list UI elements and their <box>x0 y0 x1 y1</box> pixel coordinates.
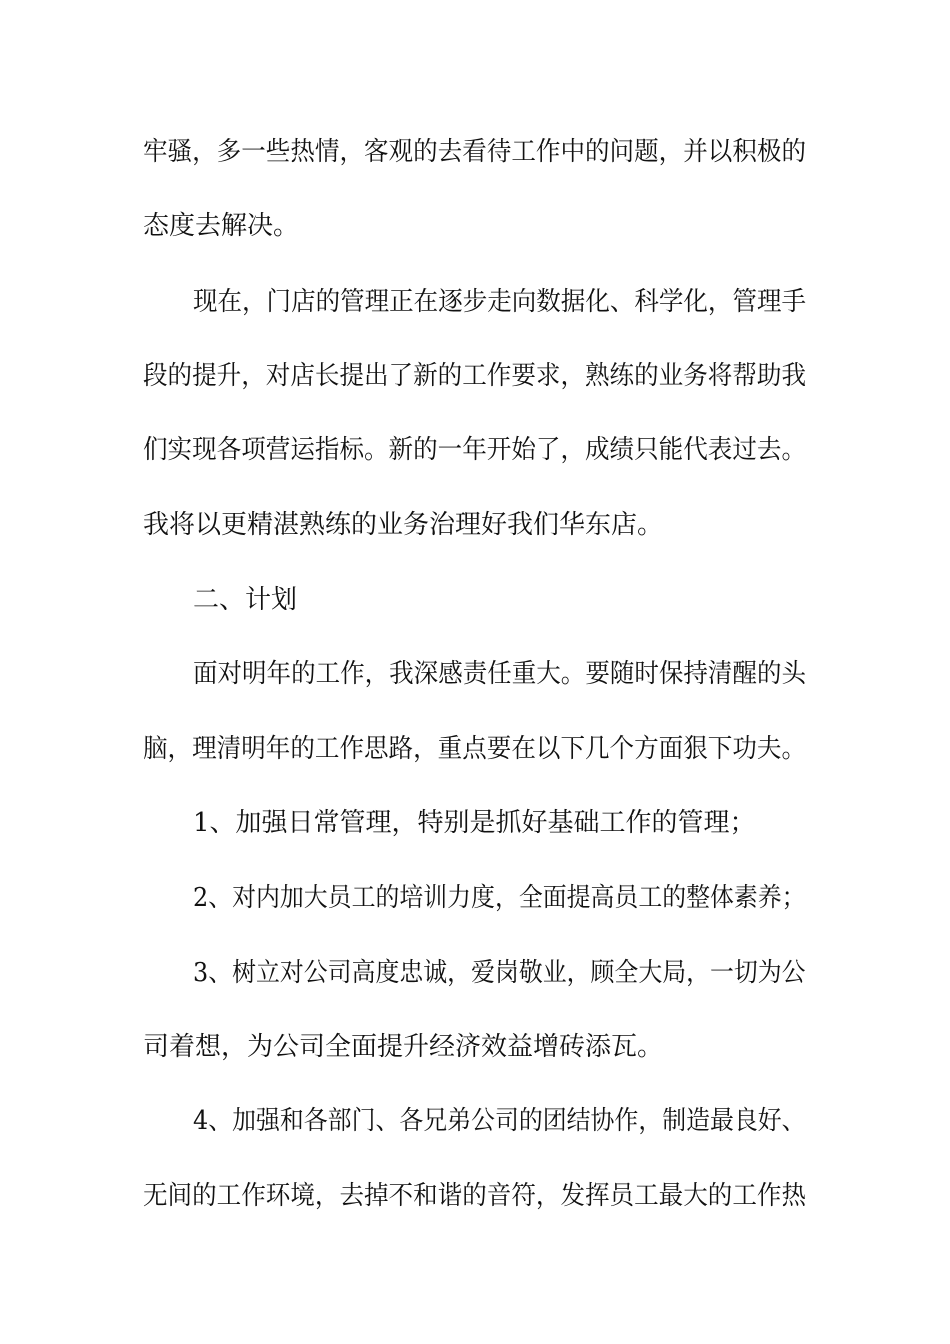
paragraph-line: 牢骚，多一些热情，客观的去看待工作中的问题，并以积极的 <box>143 137 807 167</box>
paragraph-line: 段的提升，对店长提出了新的工作要求，熟练的业务将帮助我 <box>143 361 807 391</box>
paragraph-line: 们实现各项营运指标。新的一年开始了，成绩只能代表过去。 <box>143 435 807 465</box>
section-heading: 二、计划 <box>193 585 298 615</box>
paragraph-line: 脑，理清明年的工作思路，重点要在以下几个方面狠下功夫。 <box>143 734 807 764</box>
paragraph-line: 现在，门店的管理正在逐步走向数据化、科学化，管理手 <box>193 287 807 317</box>
list-item: 4、加强和各部门、各兄弟公司的团结协作，制造最良好、 <box>193 1106 806 1136</box>
paragraph-line: 我将以更精湛熟练的业务治理好我们华东店。 <box>143 510 664 540</box>
paragraph-line: 面对明年的工作，我深感责任重大。要随时保持清醒的头 <box>193 659 807 689</box>
paragraph-line: 态度去解决。 <box>143 211 300 241</box>
list-item: 2、对内加大员工的培训力度，全面提高员工的整体素养； <box>193 883 806 913</box>
list-item: 1、加强日常管理，特别是抓好基础工作的管理； <box>193 808 756 838</box>
list-item-continuation: 司着想，为公司全面提升经济效益增砖添瓦。 <box>143 1032 664 1062</box>
list-item: 3、树立对公司高度忠诚，爱岗敬业，顾全大局，一切为公 <box>193 958 806 988</box>
list-item-continuation: 无间的工作环境，去掉不和谐的音符，发挥员工最大的工作热 <box>143 1181 807 1211</box>
